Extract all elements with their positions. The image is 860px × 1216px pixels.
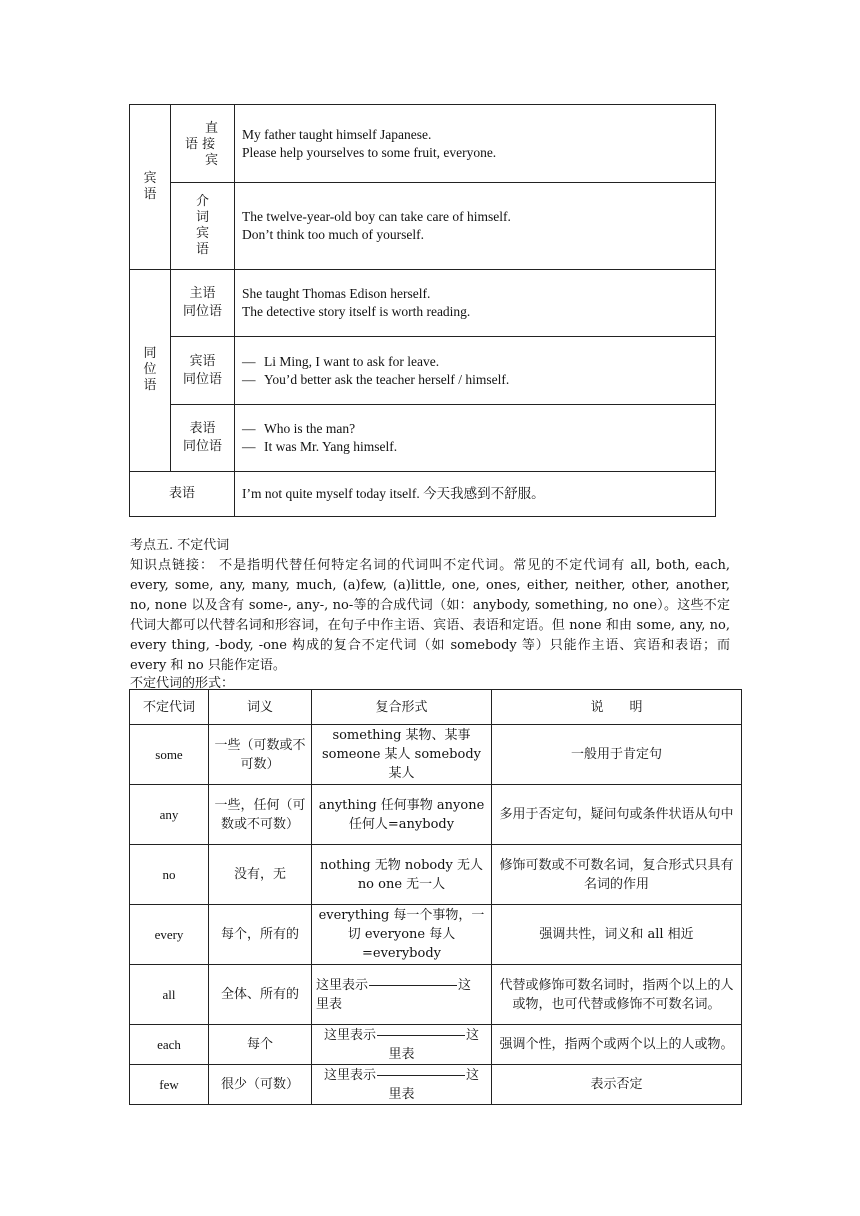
table-row [130,472,716,517]
table-header-row [130,690,742,725]
compound-cell: anything 任何事物 anyone 任何人=anybody [312,785,492,845]
table-row [130,183,716,270]
table-row [130,405,716,472]
meaning-cell: 一些，任何（可数或不可数） [209,785,312,845]
example-cell: — Who is the man? — It was Mr. Yang himself. [235,405,716,472]
example-cell: My father taught himself Japanese. Please help yourselves to some fruit, everyone. [235,105,716,183]
pronoun-cell: each [130,1025,209,1065]
compound-cell: nothing 无物 nobody 无人 no one 无一人 [312,845,492,905]
meaning-cell: 很少（可数） [209,1065,312,1105]
blank-line [369,985,457,986]
sub-cell-predicative-appositive: 表语 同位语 [171,405,235,472]
sub-cell-subject-appositive: 主语 同位语 [171,270,235,337]
group-cell-appositive: 同位语 [130,270,171,472]
column-header: 词义 [209,690,312,725]
table-row [130,105,716,183]
blank-line [377,1075,465,1076]
table-row [130,337,716,405]
table-row [130,270,716,337]
table-row [130,905,742,965]
compound-cell: everything 每一个事物，一切 everyone 每人=everybody [312,905,492,965]
example-cell: The twelve-year-old boy can take care of himself. Don’t think too much of yourself. [235,183,716,270]
note-cell: 修饰可数或不可数名词，复合形式只具有名词的作用 [492,845,742,905]
column-header: 复合形式 [312,690,492,725]
sub-cell-prep-object: 介词宾语 [171,183,235,270]
table-row [130,725,742,785]
compound-cell: something 某物、某事 someone 某人 somebody 某人 [312,725,492,785]
table-row [130,845,742,905]
compound-cell: 这里表示 这 里表 [312,965,492,1025]
meaning-cell: 每个，所有的 [209,905,312,965]
pronoun-cell: some [130,725,209,785]
section-paragraph: 知识点链接： 不是指明代替任何特定名词的代词叫不定代词。常见的不定代词有 all, both, each, every, some, any, many, much, (a)few, (a)little, one, ones, either, neither, other, another, no, none 以及含有 some-, any-, no-等的合成代词（如：anybody, something, no one）。这些不定代词大都可以代替名词和形容词，在句子中作主语、宾语、表语和定语。但 none 和由 some, any, no, every thing, -body, -one 构成的复合不定代词（如 somebody 等）只能作主语、宾语和表语；而 every 和 no 只能作定语。 [130,558,730,673]
example-cell: I’m not quite myself today itself. 今天我感到不舒服。 [235,472,716,517]
table-row [130,1065,742,1105]
meaning-cell: 每个 [209,1025,312,1065]
reflexive-pronoun-usage-table [129,104,716,517]
table-row [130,1025,742,1065]
sub-cell-object-appositive: 宾语 同位语 [171,337,235,405]
note-cell: 一般用于肯定句 [492,725,742,785]
compound-cell: 这里表示 这 里表 [312,1025,492,1065]
pronoun-cell: all [130,965,209,1025]
pronoun-cell: every [130,905,209,965]
meaning-cell: 一些（可数或不可数） [209,725,312,785]
note-cell: 表示否定 [492,1065,742,1105]
section-text [130,536,730,692]
group-cell-predicative: 表语 [130,472,235,517]
sub-cell-direct-object: 直 语 接 宾 [171,105,235,183]
group-cell-object: 宾语 [130,105,171,270]
pronoun-cell: no [130,845,209,905]
note-cell: 强调共性，词义和 all 相近 [492,905,742,965]
pronoun-cell: few [130,1065,209,1105]
table-row [130,965,742,1025]
note-cell: 多用于否定句，疑问句或条件状语从句中 [492,785,742,845]
example-cell: She taught Thomas Edison herself. The detective story itself is worth reading. [235,270,716,337]
blank-line [377,1035,465,1036]
meaning-cell: 全体、所有的 [209,965,312,1025]
column-header: 说 明 [492,690,742,725]
compound-cell: 这里表示 这 里表 [312,1065,492,1105]
table-caption: 不定代词的形式： [130,676,235,691]
column-header: 不定代词 [130,690,209,725]
pronoun-cell: any [130,785,209,845]
note-cell: 代替或修饰可数名词时，指两个以上的人或物，也可代替或修饰不可数名词。 [492,965,742,1025]
note-cell: 强调个性，指两个或两个以上的人或物。 [492,1025,742,1065]
section-heading: 考点五. 不定代词 [130,538,230,553]
meaning-cell: 没有，无 [209,845,312,905]
indefinite-pronoun-table [129,689,742,1105]
table-row [130,785,742,845]
example-cell: — Li Ming, I want to ask for leave. — You’d better ask the teacher herself / himself. [235,337,716,405]
